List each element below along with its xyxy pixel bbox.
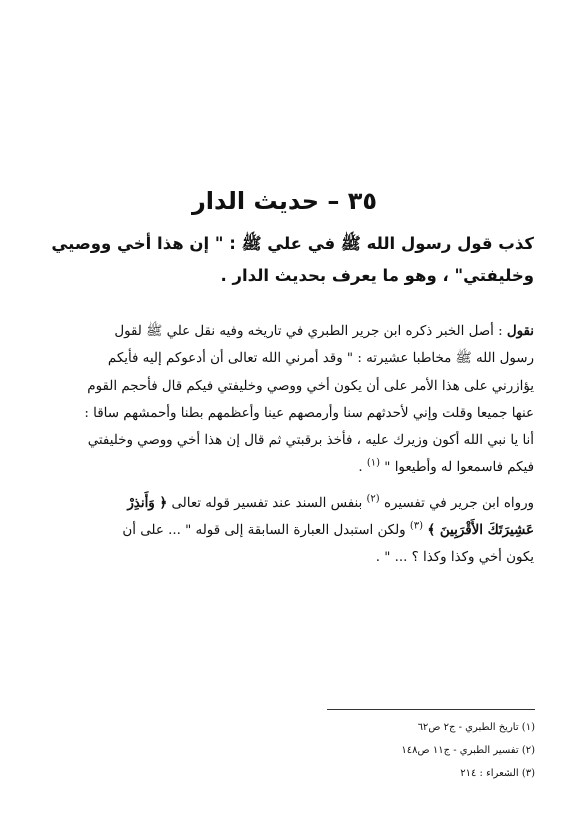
- paragraph-2-line-1-a: ورواه ابن جرير في تفسيره: [379, 495, 534, 511]
- paragraph-1-line-5: أنا يا نبي الله أكون وزيرك عليه ، فأخذ برقبتي ثم قال إن هذا أخي ووصي وخليفتي: [87, 433, 534, 449]
- paragraph-2-line-1: [34, 490, 534, 517]
- heading-line-1: كذب قول رسول الله ﷺ في علي ﷺ : " إن هذا أخي ووصيي: [51, 234, 534, 253]
- footnote-ref-1[interactable]: (١): [366, 458, 381, 470]
- chapter-title: ٣٥ – حديث الدار: [191, 187, 378, 216]
- paragraph-1-line-1: [34, 318, 534, 345]
- body-text: [34, 318, 534, 572]
- paragraph-gap: [34, 482, 534, 490]
- paragraph-1-line-4: عنها جميعا وقلت وإني لأحدثهم سنا وأرمصهم عينا وأعظمهم بطنا وأحمشهم ساقا :: [84, 405, 534, 421]
- heading-line-2: وخليفتي" ، وهو ما يعرف بحديث الدار .: [220, 266, 534, 285]
- paragraph-1-line-6: [34, 454, 534, 481]
- paragraph-1-line-6-end: .: [358, 460, 367, 476]
- footnote-2: (٢) تفسير الطبري - ج١١ ص١٤٨: [401, 745, 535, 756]
- footnote-divider: [327, 709, 535, 710]
- footnote-ref-3[interactable]: (٣): [409, 520, 424, 532]
- chapter-heading-statement: [36, 228, 534, 292]
- paragraph-2-line-3: يكون أخي وكذا وكذا ؟ ... " .: [375, 550, 534, 566]
- footnotes: [235, 716, 535, 785]
- footnote-ref-2[interactable]: (٢): [366, 493, 380, 505]
- paragraph-1-line-6-text: فيكم فاسمعوا له وأطيعوا ": [380, 460, 534, 476]
- footnote-3: (٣) الشعراء : ٢١٤: [460, 768, 535, 779]
- lead-word: نقول: [506, 323, 534, 339]
- paragraph-2-line-2-text: ولكن استبدل العبارة السابقة إلى قوله " ... على أن: [122, 523, 410, 539]
- footnote-1: (١) تاريخ الطبري - ج٢ ص٦٢: [417, 722, 535, 733]
- paragraph-1-line-1-text: : أصل الخبر ذكره ابن جرير الطبري في تاريخه وفيه نقل علي ﷺ لقول: [114, 324, 507, 339]
- paragraph-1-line-3: يؤازرني على هذا الأمر على أن يكون أخي ووصي وخليفتي فيكم قال فأحجم القوم: [87, 378, 534, 394]
- paragraph-1-line-2: رسول الله ﷺ مخاطبا عشيرته : " وقد أمرني الله تعالى أن أدعوكم إليه فأيكم: [107, 351, 534, 367]
- paragraph-2-line-1-b: بنفس السند عند تفسير قوله تعالى: [167, 495, 367, 511]
- paragraph-2-line-2: [34, 517, 534, 544]
- quran-verse-end: عَشِيرَتَكَ الأَقْرَبِينَ ﴾: [427, 522, 534, 539]
- quran-verse-start: ﴿ وَأَنذِرْ: [127, 494, 168, 511]
